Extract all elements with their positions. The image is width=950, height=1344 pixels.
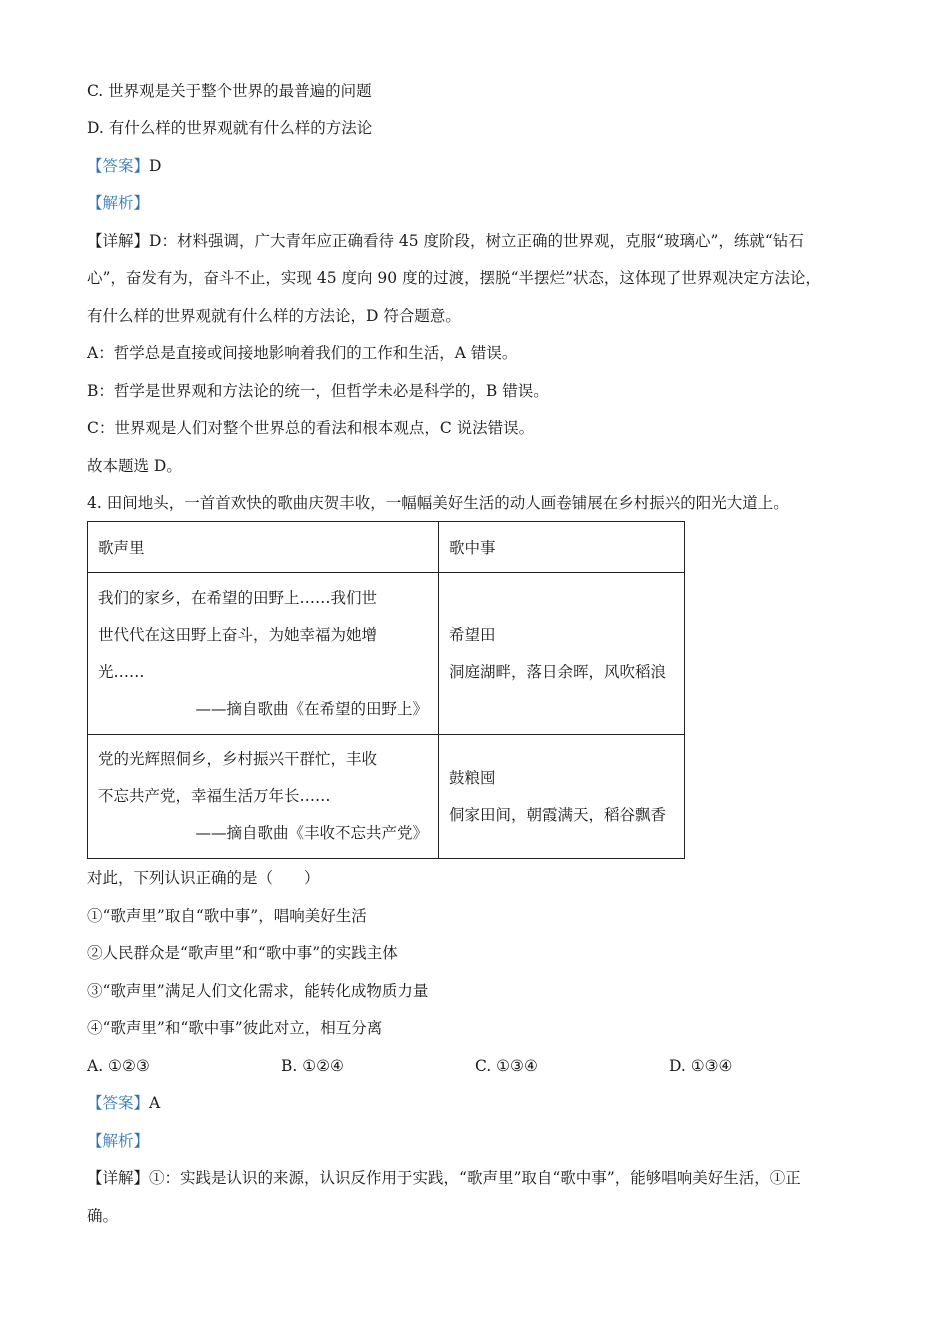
q3-note-a: A：哲学总是直接或间接地影响着我们的工作和生活，A 错误。: [87, 344, 518, 362]
songs-table: [87, 521, 685, 859]
q3-detail-line3: 有什么样的世界观就有什么样的方法论，D 符合题意。: [87, 307, 461, 325]
answer-value: A: [149, 1094, 161, 1112]
q4-statement: ②人民群众是“歌声里”和“歌中事”的实践主体: [87, 944, 398, 962]
choice-d: D. ①③④: [669, 1057, 733, 1075]
lyrics-cell: [88, 735, 439, 859]
table-row: [88, 735, 685, 859]
header-songs: 歌声里: [88, 522, 439, 573]
lyrics-line: 世代代在这田野上奋斗，为她幸福为她增: [98, 625, 378, 644]
story-cell: [439, 573, 685, 735]
q3-note-c: C：世界观是人们对整个世界总的看法和根本观点，C 说法错误。: [87, 419, 535, 437]
detail-tag: 【详解】: [87, 1169, 150, 1187]
song-source: ——摘自歌曲《丰收不忘共产党》: [195, 824, 428, 842]
q4-prompt: 对此，下列认识正确的是（ ）: [87, 869, 320, 887]
lyrics-line: 光……: [98, 662, 145, 681]
story-text: 洞庭湖畔，落日余晖，风吹稻浪: [449, 662, 667, 681]
lyrics-cell: [88, 573, 439, 735]
header-stories: 歌中事: [439, 522, 685, 573]
q4-statement: ④“歌声里”和“歌中事”彼此对立，相互分离: [87, 1019, 383, 1037]
lyrics-line: 不忘共产党，幸福生活万年长……: [98, 787, 331, 805]
answer-value: D: [149, 157, 162, 175]
choice-a: A. ①②③: [87, 1057, 150, 1075]
q3-detail-line1: [87, 230, 804, 252]
detail-text: ①：实践是认识的来源，认识反作用于实践，“歌声里”取自“歌中事”，能够唱响美好生活，①正: [149, 1169, 801, 1187]
choice-b: B. ①②④: [281, 1057, 344, 1075]
q3-detail-line2: 心”，奋发有为，奋斗不止，实现 45 度向 90 度的过渡，摆脱“半摆烂”状态，这体现了世界观决定方法论，: [87, 269, 821, 287]
story-title: 鼓粮囤: [449, 768, 496, 787]
song-source: ——摘自歌曲《在希望的田野上》: [195, 699, 428, 718]
detail-text: D：材料强调，广大青年应正确看待 45 度阶段，树立正确的世界观，克服“玻璃心”，练就“钻石: [149, 232, 804, 250]
lyrics-line: 我们的家乡，在希望的田野上……我们世: [98, 588, 378, 607]
q3-answer: [87, 155, 161, 177]
answer-tag: 【答案】: [87, 157, 150, 175]
q4-detail-line1: [87, 1167, 801, 1189]
table-header-row: [88, 522, 685, 573]
q4-statement: ①“歌声里”取自“歌中事”，唱响美好生活: [87, 907, 367, 925]
story-cell: [439, 735, 685, 859]
choice-c: C. ①③④: [475, 1057, 538, 1075]
q4-detail-line2: 确。: [87, 1207, 119, 1225]
q4-statement: ③“歌声里”满足人们文化需求，能转化成物质力量: [87, 982, 429, 1000]
q3-note-b: B：哲学是世界观和方法论的统一，但哲学未必是科学的，B 错误。: [87, 382, 549, 400]
story-title: 希望田: [449, 625, 496, 644]
table-row: [88, 573, 685, 735]
q3-analysis-tag: 【解析】: [87, 194, 150, 212]
q3-conclusion: 故本题选 D。: [87, 457, 182, 475]
answer-tag: 【答案】: [87, 1094, 150, 1112]
q4-answer: [87, 1092, 160, 1114]
lyrics-line: 党的光辉照侗乡，乡村振兴干群忙，丰收: [98, 750, 378, 768]
detail-tag: 【详解】: [87, 232, 150, 250]
q4-stem: 4. 田间地头，一首首欢快的歌曲庆贺丰收，一幅幅美好生活的动人画卷铺展在乡村振兴的阳光大道上。: [87, 494, 789, 512]
q4-analysis-tag: 【解析】: [87, 1132, 150, 1150]
q3-option-d: D. 有什么样的世界观就有什么样的方法论: [87, 119, 373, 137]
story-text: 侗家田间，朝霞满天，稻谷飘香: [449, 805, 667, 824]
q3-option-c: C. 世界观是关于整个世界的最普遍的问题: [87, 82, 372, 100]
